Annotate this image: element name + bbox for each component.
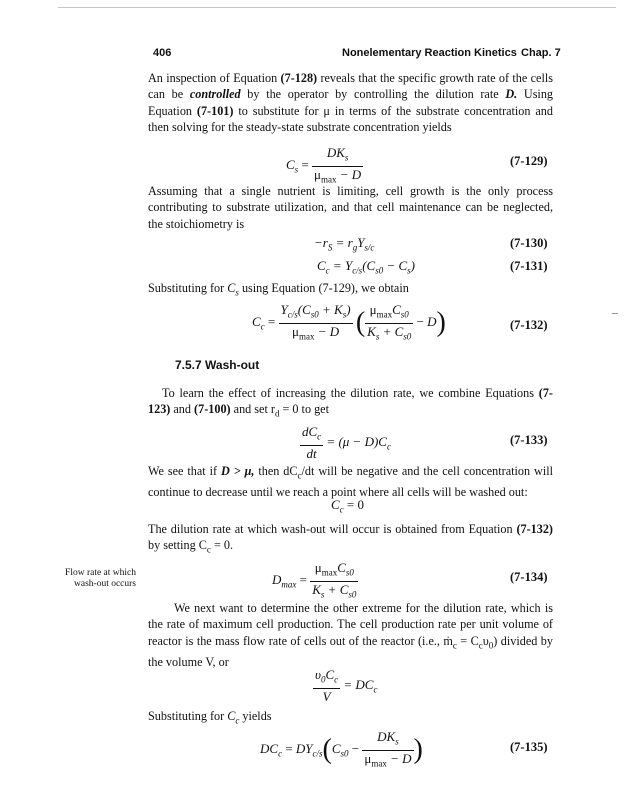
paragraph-5: We see that if D > μ, then $dC_c/dt$ will be negative and the cell concentration will continue to decrease until we reach a point where all cells will be washed out: [148,464,553,499]
equation-number-7-132: (7-132) [510,318,548,332]
section-heading: 7.5.7 Wash-out [175,358,260,372]
equation-number-7-135: (7-135) [510,740,548,754]
equation-7-131: $C_c = Y_{c/s}(C_{s0} - C_s)$ [317,258,416,276]
equation-number-7-130: (7-130) [510,236,548,250]
equation-7-132: $C_c$ = $\frac{Y_{c/s}(C_{s0} + K_s)}{\mu_{max} - D}$ ( $\frac{\mu_{max}C_{s0}}{K_s + C_{s0}}$ − D) [252,302,446,342]
edge-mark [612,313,618,314]
page-number: 406 [153,47,172,59]
equation-washout: $C_c = 0$ [331,497,365,515]
paragraph-4: To learn the effect of increasing the dilution rate, we combine Equations (7-123) and (7-100) and set $r_d = 0$ to get [148,386,553,419]
paragraph-2: Assuming that a single nutrient is limiting, cell growth is the only process contributing to substrate utilization, and that cell maintenance can be neglected, the stoichiometry is [148,184,553,231]
paragraph-3: Substituting for $C_s$ using Equation (7-129), we obtain [148,281,409,298]
top-rule [58,7,616,8]
equation-production-rate: $\frac{\upsilon_0C_c}{V}$ = $DC_c$ [315,667,378,704]
equation-number-7-129: (7-129) [510,154,548,168]
equation-7-134: $D_{max}$ = $\frac{\mu_{max}C_{s0}}{K_s + C_{s0}}$ [272,560,357,600]
paragraph-7: We next want to determine the other extreme for the dilution rate, which is the rate of maximum cell production. The cell production rate per unit volume of reactor is the mass flow rate of cells out of the reactor (i.e., ṁ$_c$ = $C_c\upsilon_0$) divided by the volume V, or [148,601,553,669]
equation-7-135: $DC_c = DY_{c/s}(C_{s0}$ − $\frac{DK_s}{\mu_{max} - D}$ ) [260,729,423,769]
equation-number-7-133: (7-133) [510,433,548,447]
running-title: Nonelementary Reaction Kinetics [342,47,517,59]
equation-number-7-131: (7-131) [510,259,548,273]
equation-7-129: $C_s$ = $\frac{DK_s}{\mu_{max} - D}$ [286,145,362,185]
equation-7-133: $\frac{dC_c}{dt}$ = $(\mu - D)C_c$ [302,424,391,461]
margin-note: Flow rate at which wash-out occurs [65,568,136,589]
paragraph-8: Substituting for $C_c$ yields [148,709,272,726]
chapter-label: Chap. 7 [521,47,561,59]
paragraph-1: An inspection of Equation (7-128) reveals that the specific growth rate of the cells can be controlled by the operator by controlling the dilution rate D. Using Equation (7-101) to substitute for μ in terms of the substrate concentration and then solving for the steady-state substrate concentration yields [148,71,554,135]
equation-7-130: $-r_S = r_gY_{s/c}$ [314,235,375,253]
equation-number-7-134: (7-134) [510,570,548,584]
paragraph-6: The dilution rate at which wash-out will occur is obtained from Equation (7-132) by setting $C_c = 0$. [148,522,553,555]
